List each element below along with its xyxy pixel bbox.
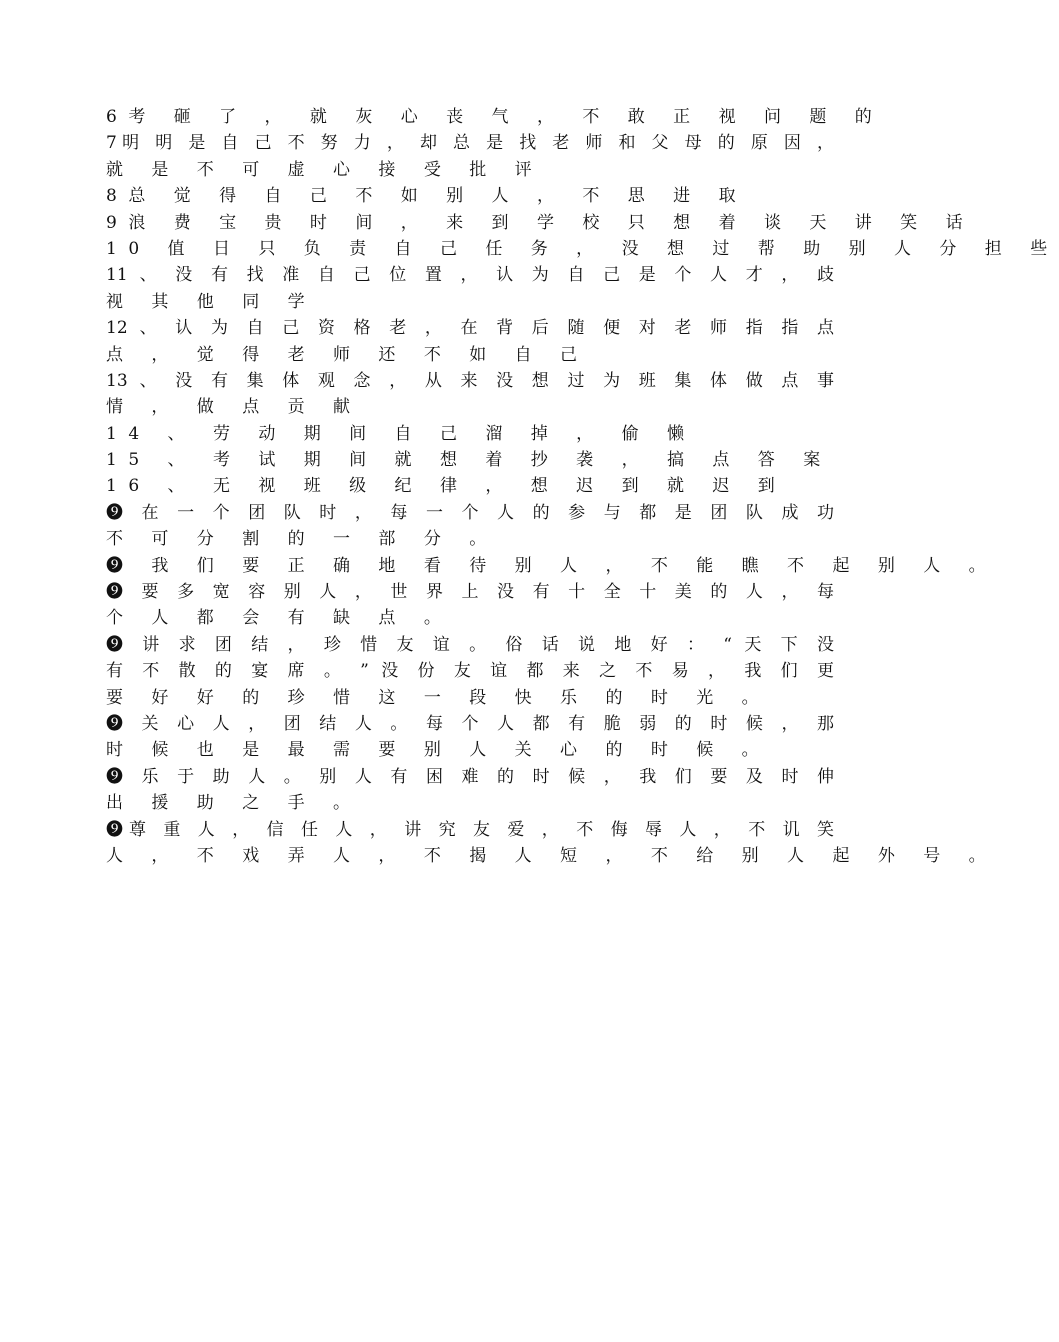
text-line: 13 、 没 有 集 体 观 念 ， 从 来 没 想 过 为 班 集 体 做 点 事 [106,370,834,391]
document-body [106,104,1059,869]
text-line: ❾ 在 一 个 团 队 时 ， 每 一 个 人 的 参 与 都 是 团 队 成 功 [106,502,834,523]
text-line: 个 人 都 会 有 缺 点 。 [106,608,453,629]
text-line: 16 、 无 视 班 级 纪 律 ， 想 迟 到 就 迟 到 [106,476,787,497]
text-line: 时 候 也 是 最 需 要 别 人 关 心 的 时 候 。 [106,740,771,761]
text-line: 视 其 他 同 学 [106,291,317,312]
text-line: 点 ， 觉 得 老 师 还 不 如 自 己 [106,344,589,365]
text-line: 15 、 考 试 期 间 就 想 着 抄 袭 ， 搞 点 答 案 [106,450,832,471]
text-line: 要 好 好 的 珍 惜 这 一 段 快 乐 的 时 光 。 [106,687,771,708]
text-line: ❾ 讲 求 团 结 ， 珍 惜 友 谊 。 俗 话 说 地 好 ： “ 天 下 没 [106,634,834,655]
text-line: ❾尊 重 人 ， 信 任 人 ， 讲 究 友 爱 ， 不 侮 辱 人 ， 不 讥 笑 [106,819,834,840]
text-line: ❾ 关 心 人 ， 团 结 人 。 每 个 人 都 有 脆 弱 的 时 候 ， 那 [106,713,834,734]
text-line: ❾ 乐 于 助 人 。 别 人 有 困 难 的 时 候 ， 我 们 要 及 时 伸 [106,766,834,787]
text-line: 人 ， 不 戏 弄 人 ， 不 揭 人 短 ， 不 给 别 人 起 外 号 。 [106,845,998,866]
text-line: 就 是 不 可 虚 心 接 受 批 评 [106,159,544,180]
text-line: 7明 明 是 自 己 不 努 力 ， 却 总 是 找 老 师 和 父 母 的 原 因 ， [106,133,834,154]
text-line: 有 不 散 的 宴 席 。 ” 没 份 友 谊 都 来 之 不 易 ， 我 们 更 [106,661,834,682]
text-line: 情 ， 做 点 贡 献 [106,397,362,418]
text-line: 11 、 没 有 找 准 自 己 位 置 ， 认 为 自 己 是 个 人 才 ， 歧 [106,265,834,286]
text-line: 不 可 分 割 的 一 部 分 。 [106,529,498,550]
text-line: 10 值 日 只 负 责 自 己 任 务 ， 没 想 过 帮 助 别 人 分 担 些 [106,238,1059,259]
text-line: ❾ 我 们 要 正 确 地 看 待 别 人 ， 不 能 瞧 不 起 别 人 。 [106,555,998,576]
text-line: 12 、 认 为 自 己 资 格 老 ， 在 背 后 随 便 对 老 师 指 指 点 [106,318,834,339]
text-line: 14 、 劳 动 期 间 自 己 溜 掉 ， 偷 懒 [106,423,696,444]
text-line: ❾ 要 多 宽 容 别 人 ， 世 界 上 没 有 十 全 十 美 的 人 ， 每 [106,582,834,603]
text-line: 6考 砸 了 ， 就 灰 心 丧 气 ， 不 敢 正 视 问 题 的 [106,107,884,127]
text-line: 出 援 助 之 手 。 [106,793,362,814]
text-line: 8总 觉 得 自 己 不 如 别 人 ， 不 思 进 取 [106,186,748,207]
text-line: 9浪 费 宝 贵 时 间 ， 来 到 学 校 只 想 着 谈 天 讲 笑 话 [106,212,975,233]
